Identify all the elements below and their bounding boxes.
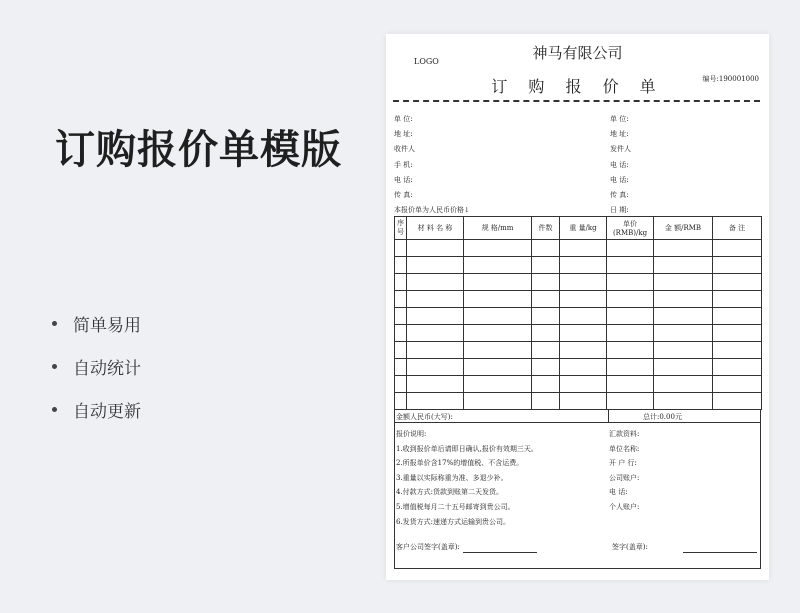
- feature-label: 自动统计: [73, 358, 141, 379]
- note-line: 3.重量以实际称重为准、多退少补。: [396, 473, 508, 482]
- table-cell[interactable]: [654, 342, 713, 359]
- customer-signature-label: 客户公司签字(盖章):: [396, 543, 460, 551]
- table-cell[interactable]: [395, 291, 407, 308]
- total-label: 金额人民币(大写):: [396, 413, 453, 421]
- table-cell[interactable]: [713, 240, 762, 257]
- seller-info: [610, 112, 631, 218]
- table-cell[interactable]: [560, 257, 607, 274]
- table-cell[interactable]: [713, 308, 762, 325]
- table-cell[interactable]: [532, 376, 560, 393]
- field-label: 日 期:: [610, 206, 629, 215]
- table-cell[interactable]: [532, 359, 560, 376]
- bank-line: 公司账户:: [609, 473, 640, 482]
- quote-document: [386, 34, 769, 580]
- table-cell[interactable]: [560, 291, 607, 308]
- company-name: 神马有限公司: [532, 44, 623, 62]
- table-cell[interactable]: [607, 393, 654, 410]
- note-line: 4.付款方式:货款到账第二天发货。: [396, 488, 504, 497]
- bank-line: 单位名称:: [609, 444, 640, 453]
- table-cell[interactable]: [395, 342, 407, 359]
- note-line: 1.收到报价单后请即日确认,报价有效期三天。: [396, 444, 538, 453]
- column-header: 材 料 名 称: [407, 217, 464, 240]
- table-cell[interactable]: [607, 274, 654, 291]
- table-cell[interactable]: [654, 359, 713, 376]
- table-cell[interactable]: [713, 325, 762, 342]
- bullet-icon: [52, 321, 57, 326]
- table-cell[interactable]: [395, 376, 407, 393]
- table-cell[interactable]: [395, 240, 407, 257]
- table-cell[interactable]: [532, 342, 560, 359]
- table-cell[interactable]: [713, 359, 762, 376]
- table-cell[interactable]: [395, 325, 407, 342]
- table-cell[interactable]: [464, 342, 532, 359]
- table-cell[interactable]: [607, 257, 654, 274]
- table-cell[interactable]: [532, 274, 560, 291]
- table-cell[interactable]: [407, 393, 464, 410]
- table-cell[interactable]: [607, 325, 654, 342]
- table-cell[interactable]: [560, 359, 607, 376]
- table-row: [395, 257, 762, 274]
- table-cell[interactable]: [407, 376, 464, 393]
- column-header: 件数: [532, 217, 560, 240]
- table-cell[interactable]: [607, 359, 654, 376]
- table-cell[interactable]: [560, 308, 607, 325]
- table-cell[interactable]: [464, 393, 532, 410]
- document-title: 订 购 报 价 单: [491, 77, 664, 96]
- table-cell[interactable]: [407, 291, 464, 308]
- table-cell[interactable]: [654, 257, 713, 274]
- note-line: 5.增值税每月二十五号邮寄到贵公司。: [396, 502, 515, 511]
- table-cell[interactable]: [532, 240, 560, 257]
- table-cell[interactable]: [464, 376, 532, 393]
- cell-divider: [608, 409, 609, 422]
- total-value: 总计:0.00元: [643, 413, 682, 421]
- logo-placeholder: LOGO: [414, 57, 439, 66]
- quote-notes: [396, 427, 538, 529]
- table-cell[interactable]: [607, 376, 654, 393]
- table-cell[interactable]: [532, 291, 560, 308]
- bank-line: 电 话:: [609, 488, 628, 497]
- column-header: 金 额/RMB: [654, 217, 713, 240]
- table-row: [395, 376, 762, 393]
- table-cell[interactable]: [407, 325, 464, 342]
- buyer-info: [394, 112, 470, 218]
- table-cell[interactable]: [407, 359, 464, 376]
- field-label: 地 址:: [610, 130, 629, 139]
- note-line: 6.发货方式:速递方式运输到贵公司。: [396, 517, 511, 526]
- table-cell[interactable]: [713, 393, 762, 410]
- bullet-icon: [52, 407, 57, 412]
- table-cell[interactable]: [654, 240, 713, 257]
- table-cell[interactable]: [607, 240, 654, 257]
- table-row: [395, 308, 762, 325]
- field-label: 电 话:: [610, 175, 629, 184]
- field-label: 传 真:: [394, 191, 413, 200]
- table-cell[interactable]: [560, 376, 607, 393]
- table-cell[interactable]: [654, 393, 713, 410]
- table-cell[interactable]: [532, 308, 560, 325]
- column-header: 重 量/kg: [560, 217, 607, 240]
- feature-label: 简单易用: [73, 315, 141, 336]
- field-label: 单 位:: [610, 115, 629, 123]
- table-cell[interactable]: [407, 342, 464, 359]
- field-label: 电 话:: [394, 175, 413, 184]
- table-cell[interactable]: [407, 274, 464, 291]
- table-cell[interactable]: [464, 308, 532, 325]
- summary-section: [394, 409, 761, 569]
- field-label: 手 机:: [394, 160, 413, 169]
- our-signature-line: [683, 552, 757, 553]
- note-line: 报价说明:: [396, 430, 427, 438]
- table-cell[interactable]: [560, 342, 607, 359]
- table-cell[interactable]: [407, 308, 464, 325]
- bank-line: 个人账户:: [609, 502, 640, 511]
- feature-item: [52, 355, 141, 377]
- feature-item: [52, 312, 141, 334]
- column-header: 单价(RMB)/kg: [607, 217, 654, 240]
- our-signature-label: 签字(盖章):: [612, 543, 648, 551]
- table-row: [395, 291, 762, 308]
- table-row: [395, 342, 762, 359]
- table-row: [395, 359, 762, 376]
- feature-item: [52, 398, 141, 420]
- table-cell[interactable]: [607, 342, 654, 359]
- table-row: [395, 240, 762, 257]
- field-label: 单 位:: [394, 115, 413, 123]
- feature-list: [52, 312, 141, 441]
- customer-signature-line: [463, 552, 537, 553]
- bank-line: 开 户 行:: [609, 459, 637, 468]
- table-header-row: [395, 217, 762, 240]
- column-header: 备 注: [713, 217, 762, 240]
- table-cell[interactable]: [713, 291, 762, 308]
- items-table: [394, 216, 762, 410]
- table-cell[interactable]: [532, 393, 560, 410]
- feature-label: 自动更新: [73, 401, 141, 422]
- table-body: [395, 240, 762, 410]
- bank-line: 汇款资料:: [609, 430, 640, 438]
- table-cell[interactable]: [464, 325, 532, 342]
- table-cell[interactable]: [713, 342, 762, 359]
- table-cell[interactable]: [395, 359, 407, 376]
- table-cell[interactable]: [654, 291, 713, 308]
- table-row: [395, 393, 762, 410]
- field-label: 本报价单为人民币价格↓: [394, 206, 470, 215]
- table-cell[interactable]: [654, 308, 713, 325]
- table-cell[interactable]: [395, 257, 407, 274]
- field-label: 传 真:: [610, 191, 629, 200]
- table-cell[interactable]: [607, 291, 654, 308]
- table-cell[interactable]: [464, 240, 532, 257]
- table-cell[interactable]: [395, 393, 407, 410]
- note-line: 2.所报单价含17%的增值税、不含运费。: [396, 459, 524, 468]
- column-header: 序号: [395, 217, 407, 240]
- field-label: 地 址:: [394, 130, 413, 139]
- dashed-divider: [393, 100, 760, 102]
- table-cell[interactable]: [607, 308, 654, 325]
- table-cell[interactable]: [464, 291, 532, 308]
- field-label: 收件人: [394, 145, 415, 154]
- table-cell[interactable]: [464, 257, 532, 274]
- table-cell[interactable]: [395, 274, 407, 291]
- table-cell[interactable]: [532, 257, 560, 274]
- page-title: 订购报价单模版: [55, 127, 342, 173]
- bank-info: [609, 427, 639, 515]
- table-cell[interactable]: [395, 308, 407, 325]
- table-cell[interactable]: [560, 274, 607, 291]
- table-cell[interactable]: [464, 359, 532, 376]
- table-cell[interactable]: [713, 274, 762, 291]
- table-row: [395, 325, 762, 342]
- table-cell[interactable]: [560, 393, 607, 410]
- table-cell[interactable]: [407, 257, 464, 274]
- table-row: [395, 274, 762, 291]
- table-cell[interactable]: [532, 325, 560, 342]
- table-cell[interactable]: [654, 376, 713, 393]
- total-row: [395, 409, 760, 423]
- table-cell[interactable]: [654, 325, 713, 342]
- table-cell[interactable]: [713, 257, 762, 274]
- table-cell[interactable]: [464, 274, 532, 291]
- field-label: 电 话:: [610, 160, 629, 169]
- table-cell[interactable]: [713, 376, 762, 393]
- table-cell[interactable]: [654, 274, 713, 291]
- table-cell[interactable]: [560, 240, 607, 257]
- field-label: 发件人: [610, 145, 631, 154]
- table-cell[interactable]: [560, 325, 607, 342]
- column-header: 规 格/mm: [464, 217, 532, 240]
- table-cell[interactable]: [407, 240, 464, 257]
- document-number: 编号:190001000: [702, 75, 759, 83]
- bullet-icon: [52, 364, 57, 369]
